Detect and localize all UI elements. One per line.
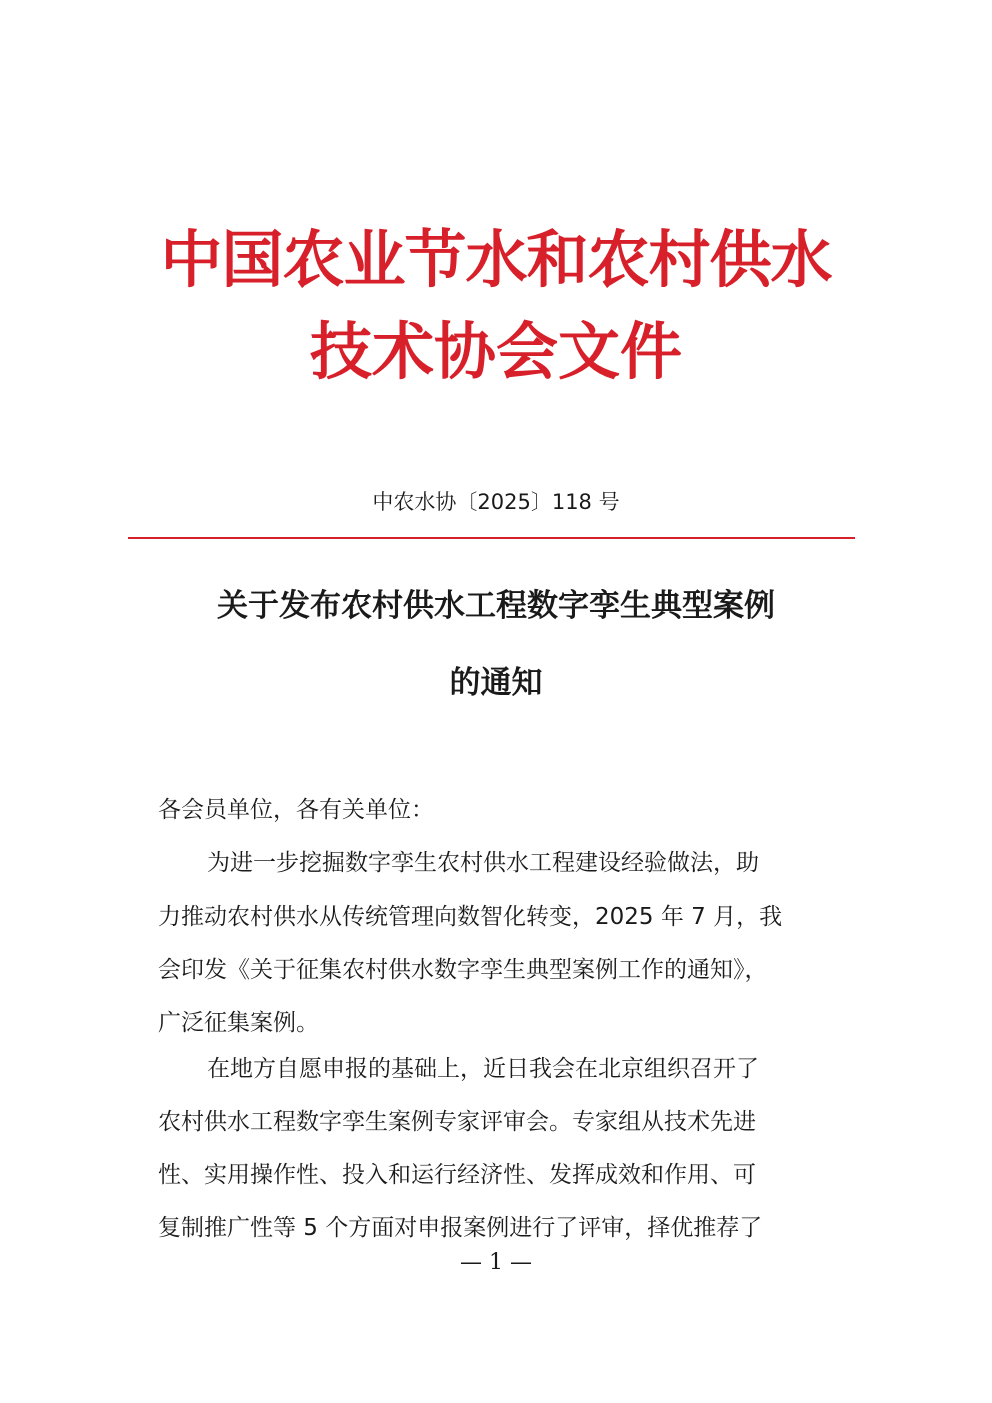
- issuer-title-line-1: 中国农业节水和农村供水: [160, 223, 832, 296]
- paragraph-1-line-2: 力推动农村供水从传统管理向数智化转变，2025 年 7 月，我: [158, 904, 783, 930]
- page-number: — 1 —: [460, 1250, 532, 1275]
- paragraph-1-line-3: 会印发《关于征集农村供水数字孪生典型案例工作的通知》，: [158, 957, 768, 983]
- paragraph-2-line-2: 农村供水工程数字孪生案例专家评审会。专家组从技术先进: [158, 1109, 756, 1135]
- paragraph-2-line-3: 性、实用操作性、投入和运行经济性、发挥成效和作用、可: [158, 1162, 756, 1188]
- notice-title-line-1: 关于发布农村供水工程数字孪生典型案例: [217, 588, 775, 624]
- salutation: 各会员单位，各有关单位：: [158, 797, 434, 823]
- paragraph-1-line-1: 为进一步挖掘数字孪生农村供水工程建设经验做法，助: [207, 850, 759, 876]
- paragraph-2-line-4: 复制推广性等 5 个方面对申报案例进行了评审，择优推荐了: [158, 1215, 763, 1241]
- document-number: 中农水协〔2025〕118 号: [372, 490, 620, 514]
- paragraph-2-line-1: 在地方自愿申报的基础上，近日我会在北京组织召开了: [207, 1056, 759, 1082]
- issuer-title-line-2: 技术协会文件: [309, 315, 682, 388]
- notice-title-line-2: 的通知: [449, 665, 543, 701]
- paragraph-1-line-4: 广泛征集案例。: [158, 1010, 319, 1036]
- red-divider-rule: [128, 537, 855, 539]
